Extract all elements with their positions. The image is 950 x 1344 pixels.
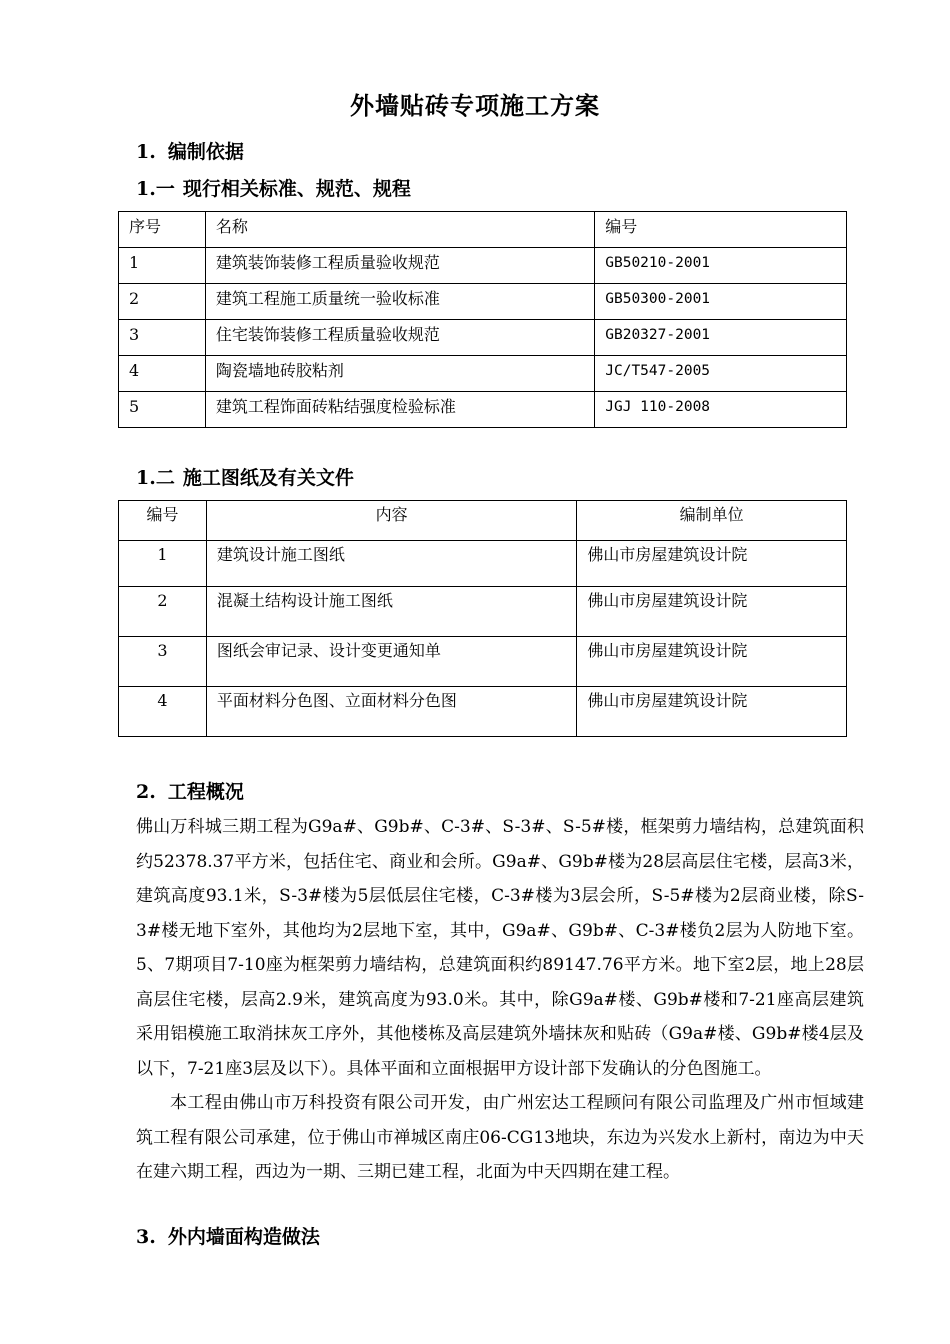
table-cell: GB50300-2001 [595, 284, 847, 320]
table-cell: GB20327-2001 [595, 320, 847, 356]
table-cell: 图纸会审记录、设计变更通知单 [206, 637, 576, 687]
table-row [119, 637, 847, 687]
section-title: 施工图纸及有关文件 [182, 467, 354, 489]
table-header-cell: 编号 [119, 501, 207, 541]
table-row [119, 248, 847, 284]
table-cell: 平面材料分色图、立面材料分色图 [206, 687, 576, 737]
table-row [119, 687, 847, 737]
section-number: 3. [136, 1226, 156, 1248]
overview-paragraph-2: 本工程由佛山市万科投资有限公司开发，由广州宏达工程顾问有限公司监理及广州市恒域建筑工程有限公司承建，位于佛山市禅城区南庄06-CG13地块，东边为兴发水上新村，南边为中天在建六期工程，西边为一期、三期已建工程，北面为中天四期在建工程。 [136, 1093, 864, 1182]
table-row [119, 284, 847, 320]
table-cell: 3 [119, 320, 206, 356]
section-title: 外内墙面构造做法 [167, 1226, 320, 1248]
table-header-row [119, 212, 847, 248]
table-row [119, 320, 847, 356]
table-cell: 建筑工程饰面砖粘结强度检验标准 [205, 392, 594, 428]
document-title: 外墙贴砖专项施工方案 [350, 91, 600, 120]
table-header-cell: 名称 [205, 212, 594, 248]
table-cell: 5 [119, 392, 206, 428]
table-header-cell: 编号 [595, 212, 847, 248]
table-cell: 混凝土结构设计施工图纸 [206, 587, 576, 637]
section-title: 工程概况 [167, 781, 244, 803]
drawings-table [118, 500, 847, 737]
table-row [119, 392, 847, 428]
table-row [119, 356, 847, 392]
table-header-cell: 内容 [206, 501, 576, 541]
section-number: 1. [136, 141, 156, 163]
table-cell: 住宅装饰装修工程质量验收规范 [205, 320, 594, 356]
section-title: 现行相关标准、规范、规程 [182, 178, 411, 200]
section-2-heading [136, 777, 244, 804]
section-1-1-heading [136, 174, 411, 201]
table-cell: 建筑装饰装修工程质量验收规范 [205, 248, 594, 284]
section-number: 1.二 [136, 467, 175, 489]
table-cell: 2 [119, 587, 207, 637]
standards-table [118, 211, 847, 428]
table-cell: 佛山市房屋建筑设计院 [577, 541, 847, 587]
table-cell: JC/T547-2005 [595, 356, 847, 392]
table-cell: 佛山市房屋建筑设计院 [577, 687, 847, 737]
table-cell: JGJ 110-2008 [595, 392, 847, 428]
table-cell: 1 [119, 541, 207, 587]
table-cell: 佛山市房屋建筑设计院 [577, 637, 847, 687]
table-cell: 4 [119, 687, 207, 737]
section-3-heading [136, 1222, 320, 1249]
table-cell: GB50210-2001 [595, 248, 847, 284]
table-cell: 3 [119, 637, 207, 687]
overview-paragraph-1: 佛山万科城三期工程为G9a#、G9b#、C-3#、S-3#、S-5#楼，框架剪力墙结构，总建筑面积约52378.37平方米，包括住宅、商业和会所。G9a#、G9b#楼为28层高层住宅楼，层高3米，建筑高度93.1米，S-3#楼为5层低层住宅楼，C-3#楼为3层会所，S-5#楼为2层商业楼，除S-3#楼无地下室外，其他均为2层地下室，其中，G9a#、G9b#、C-3#楼负2层为人防地下室。5、7期项目7-10座为框架剪力墙结构，总建筑面积约89147.76平方米。地下室2层，地上28层高层住宅楼，层高2.9米，建筑高度为93.0米。其中，除G9a#楼、G9b#楼和7-21座高层建筑采用铝模施工取消抹灰工序外，其他楼栋及高层建筑外墙抹灰和贴砖（G9a#楼、G9b#楼4层及以下，7-21座3层及以下）。具体平面和立面根据甲方设计部下发确认的分色图施工。 [136, 817, 864, 1079]
table-header-row [119, 501, 847, 541]
section-number: 1.一 [136, 178, 175, 200]
table-cell: 1 [119, 248, 206, 284]
table-header-cell: 编制单位 [577, 501, 847, 541]
table-row [119, 587, 847, 637]
section-1-heading [136, 137, 244, 164]
table-cell: 建筑设计施工图纸 [206, 541, 576, 587]
section-number: 2. [136, 781, 156, 803]
table-row [119, 541, 847, 587]
table-header-cell: 序号 [119, 212, 206, 248]
table-cell: 佛山市房屋建筑设计院 [577, 587, 847, 637]
table-cell: 2 [119, 284, 206, 320]
section-title: 编制依据 [167, 141, 244, 163]
table-cell: 4 [119, 356, 206, 392]
section-1-2-heading [136, 463, 354, 490]
table-cell: 陶瓷墙地砖胶粘剂 [205, 356, 594, 392]
table-cell: 建筑工程施工质量统一验收标准 [205, 284, 594, 320]
